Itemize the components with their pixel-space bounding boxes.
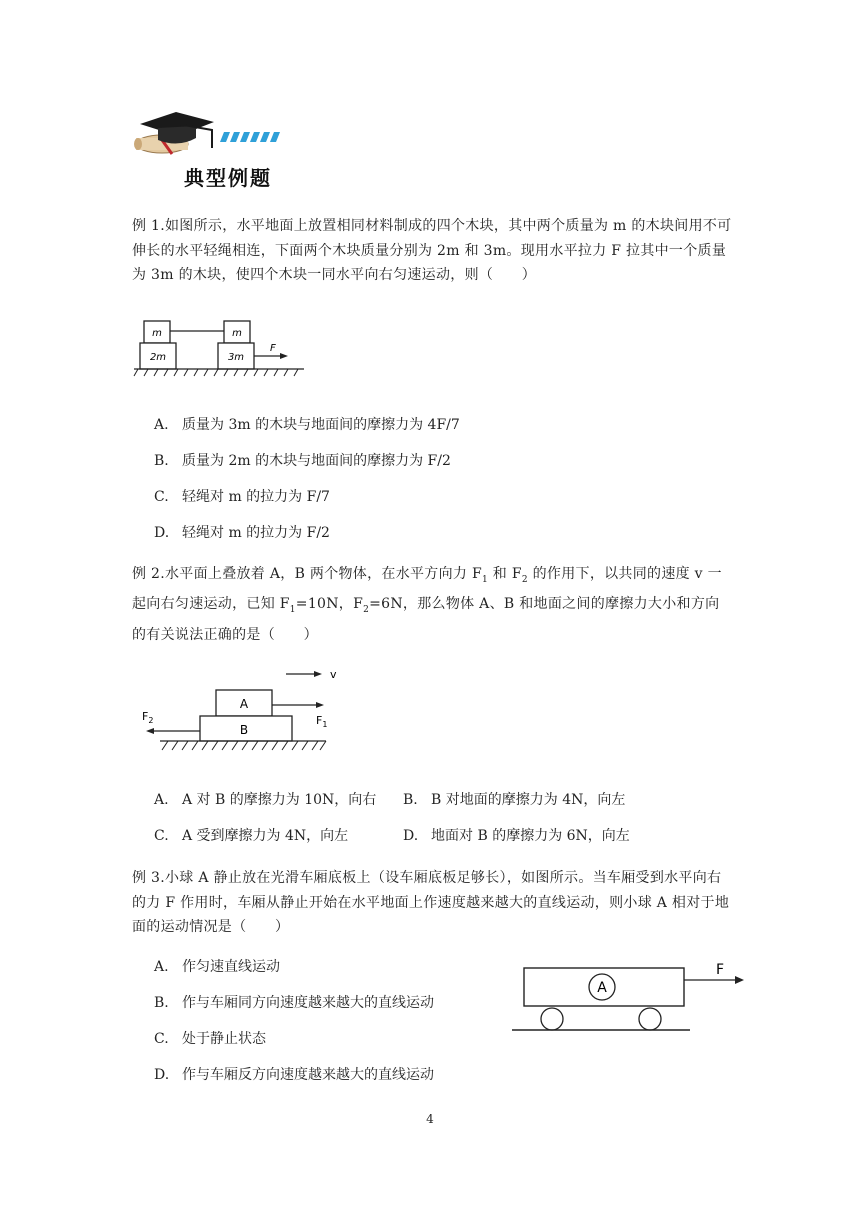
q3-option-c[interactable]: C. 处于静止状态 <box>154 1031 266 1047</box>
q2-figure <box>138 664 338 756</box>
q3-option-a[interactable]: A. 作匀速直线运动 <box>154 959 280 975</box>
q2-option-a[interactable]: A. A 对 B 的摩擦力为 10N，向右 <box>154 792 377 808</box>
q2-label-block-b: B <box>239 723 249 737</box>
q2-label-block-a: A <box>239 697 249 711</box>
page-number: 4 <box>426 1112 434 1126</box>
q2-option-c[interactable]: C. A 受到摩擦力为 4N，向左 <box>154 828 349 844</box>
q1-option-d[interactable]: D. 轻绳对 m 的拉力为 F/2 <box>154 525 330 541</box>
q1-option-b[interactable]: B. 质量为 2m 的木块与地面间的摩擦力为 F/2 <box>154 453 451 469</box>
q1-label-bottom-right: 3m <box>227 352 245 363</box>
q1-label-top-right: m <box>232 328 242 339</box>
graduation-cap-icon <box>132 110 292 160</box>
q1-option-c[interactable]: C. 轻绳对 m 的拉力为 F/7 <box>154 489 330 505</box>
q1-option-a[interactable]: A. 质量为 3m 的木块与地面间的摩擦力为 4F/7 <box>154 417 460 433</box>
section-title: 典型例题 <box>184 166 272 190</box>
q2-option-d[interactable]: D. 地面对 B 的摩擦力为 6N，向左 <box>403 828 630 844</box>
q3-option-d[interactable]: D. 作与车厢反方向速度越来越大的直线运动 <box>154 1067 434 1083</box>
q1-label-top-left: m <box>152 328 162 339</box>
q1-label-force: F <box>270 343 276 354</box>
q3-label-force: F <box>716 962 725 978</box>
section-logo <box>132 110 292 190</box>
q1-label-bottom-left: 2m <box>149 352 167 363</box>
q1-figure <box>132 318 312 380</box>
q3-label-ball: A <box>597 980 607 996</box>
q2-text: 例 2.水平面上叠放着 A，B 两个物体，在水平方向力 $F_1$ 和 $F_2$ 的作用下，以共同的速度 v 一起向右匀速运动，已知 $F_1=10N$，$F_2=6N$，那么物体 A、B 和地面之间的摩擦力大小和方向的有关说法正确的是（ ） <box>132 566 722 643</box>
q2-label-f1: $F_1$ <box>316 714 328 729</box>
q3-option-b[interactable]: B. 作与车厢同方向速度越来越大的直线运动 <box>154 995 434 1011</box>
q2-label-f2: $F_2$ <box>142 710 154 725</box>
q3-figure <box>510 958 750 1034</box>
q1-text: 例 1.如图所示，水平地面上放置相同材料制成的四个木块，其中两个质量为 m 的木块间用不可伸长的水平轻绳相连，下面两个木块质量分别为 2m 和 3m。现用水平拉力 F 拉其中一个质量为 3m 的木块，使四个木块一同水平向右匀速运动，则（ ） <box>132 218 732 283</box>
q2-option-b[interactable]: B. B 对地面的摩擦力为 4N，向左 <box>403 792 626 808</box>
q2-label-velocity: v <box>330 668 337 681</box>
q3-text: 例 3.小球 A 静止放在光滑车厢底板上（设车厢底板足够长），如图所示。当车厢受到水平向右的力 F 作用时，车厢从静止开始在水平地面上作速度越来越大的直线运动，则小球 A 相对于地面的运动情况是（ ） <box>132 870 730 935</box>
